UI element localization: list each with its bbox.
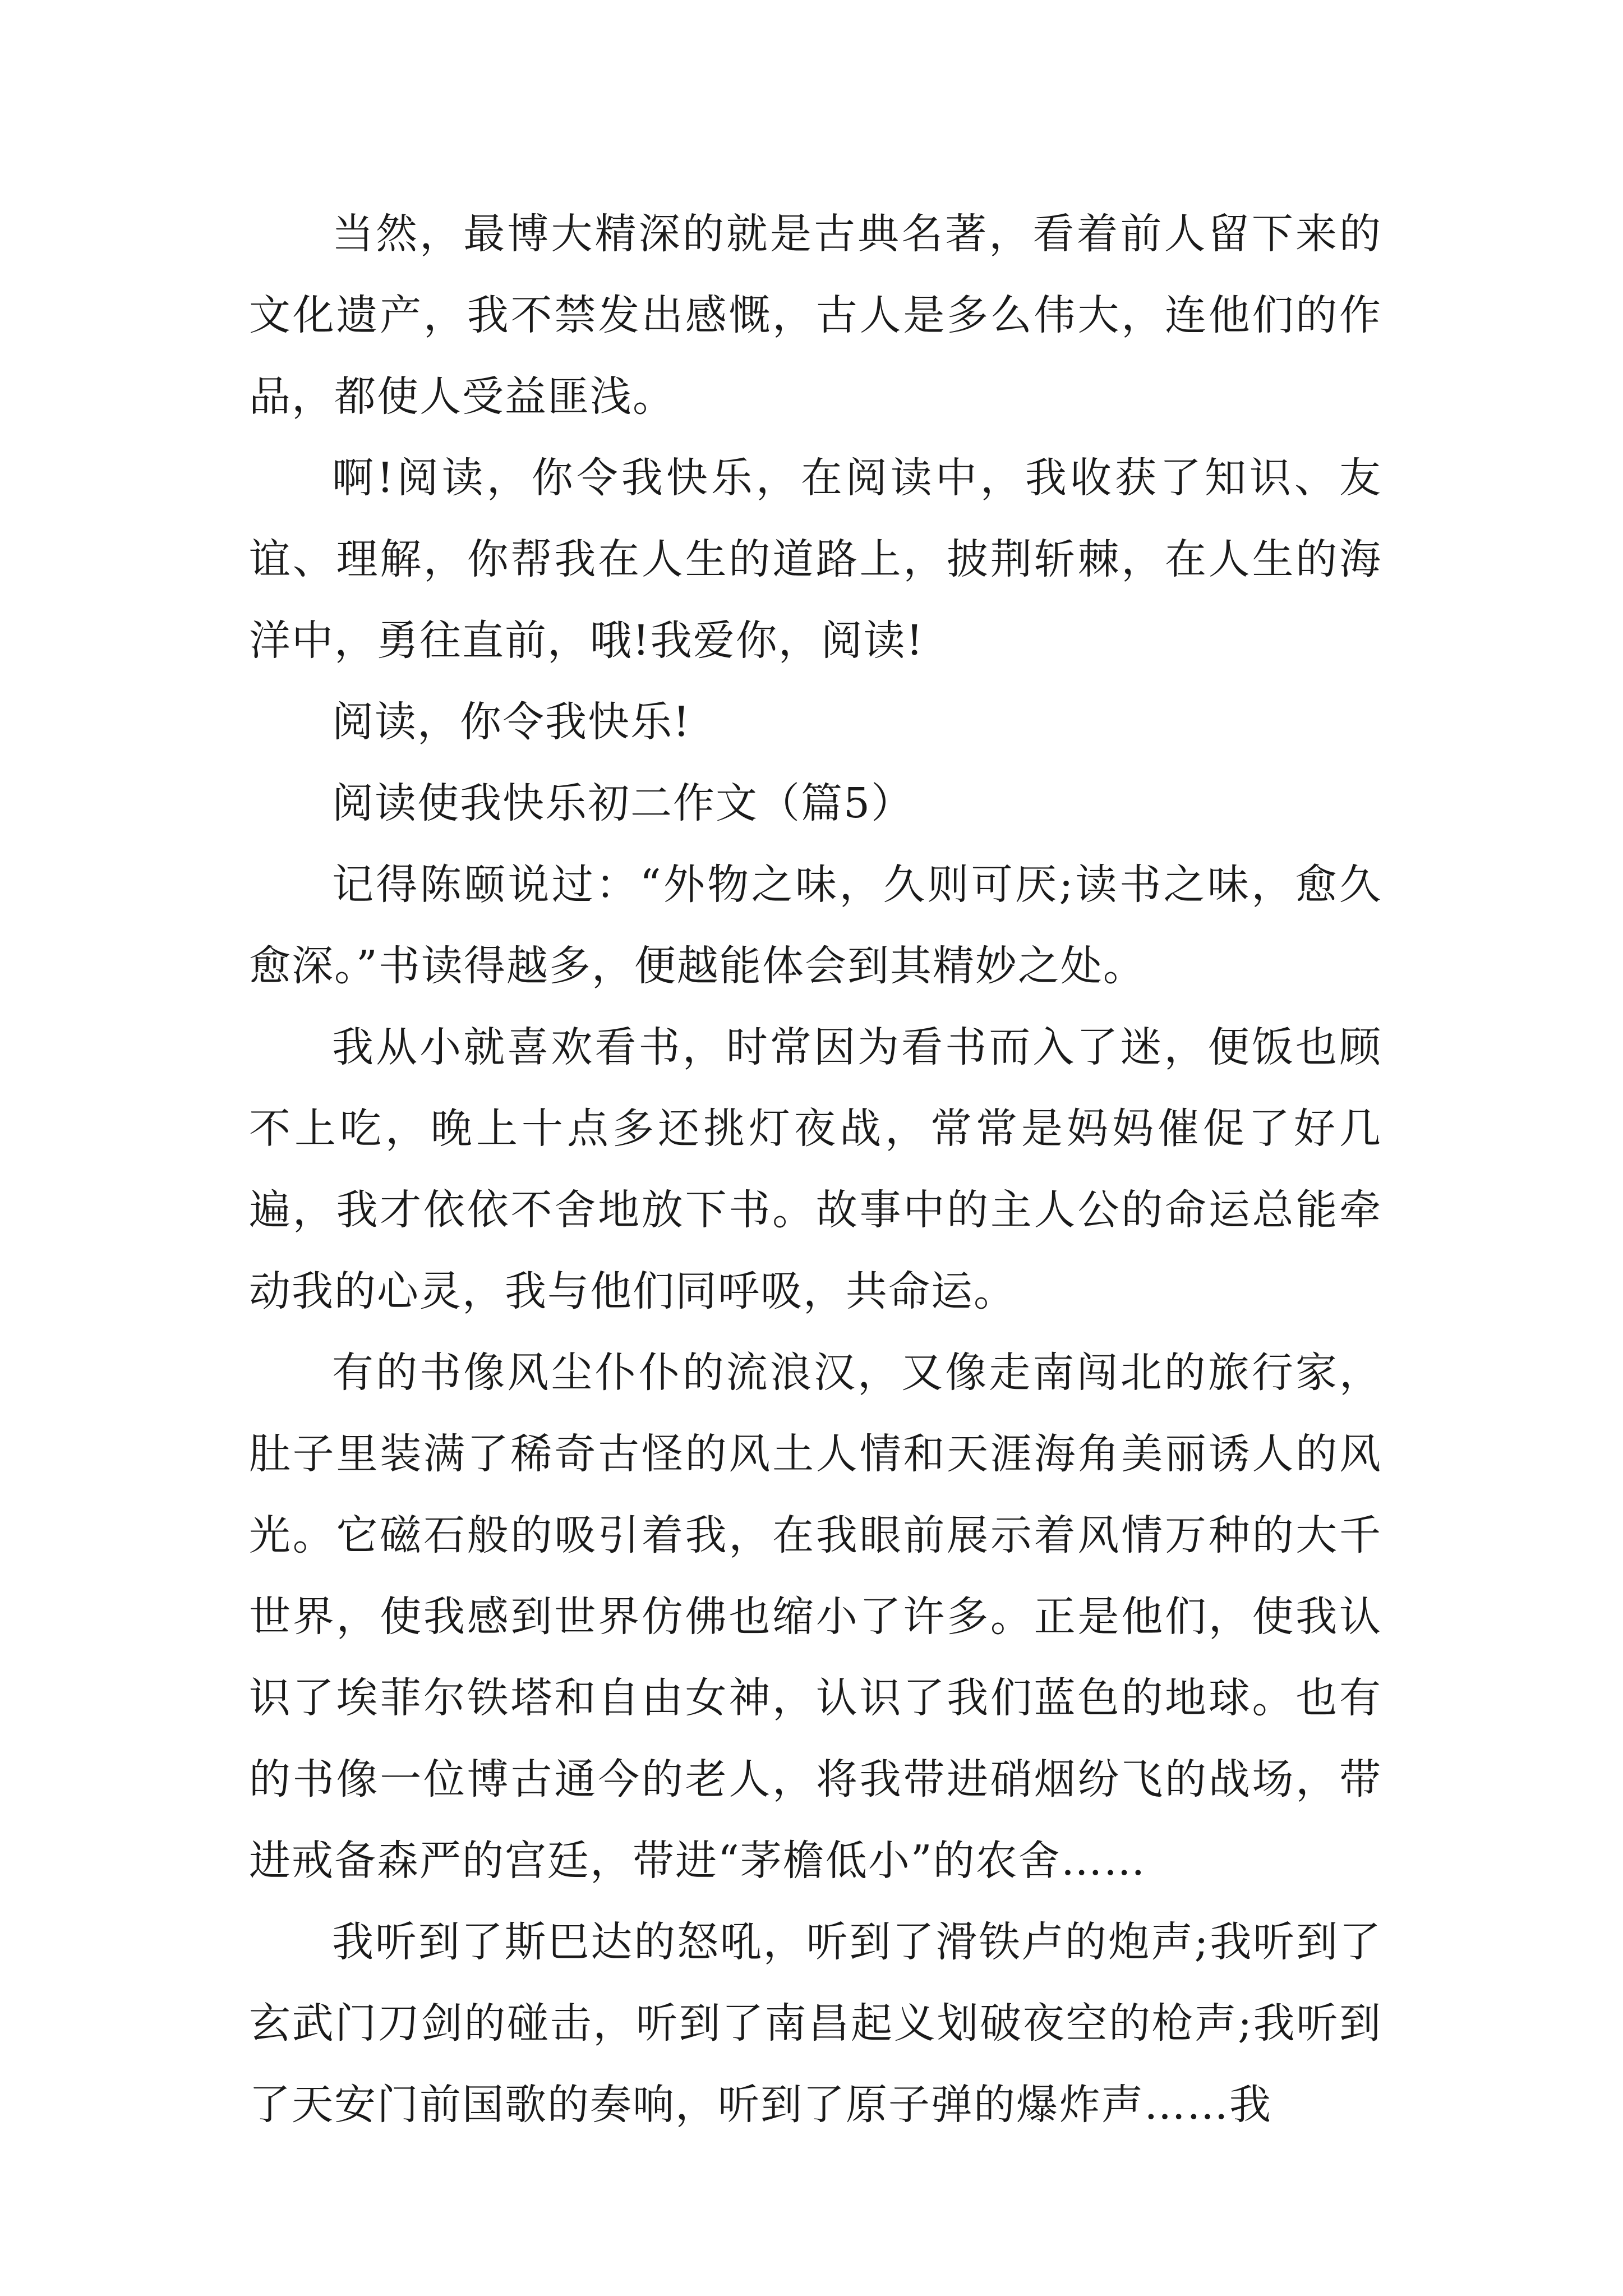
section-heading: 阅读使我快乐初二作文（篇5） [332,779,914,827]
document-body [249,194,1382,2146]
paragraph-classics: 当然，最博大精深的就是古典名著，看着前人留下来的文化遗产，我不禁发出感慨，古人是多么伟大，连他们的作品，都使人受益匪浅。 [249,210,1382,421]
paragraph-quote: 记得陈颐说过：“外物之味，久则可厌;读书之味，愈久愈深。”书读得越多，便越能体会到其精妙之处。 [249,861,1382,990]
paragraph-history: 我听到了斯巴达的怒吼，听到了滑铁卢的炮声;我听到了玄武门刀剑的碰击，听到了南昌起义划破夜空的枪声;我听到了天安门前国歌的奏响，听到了原子弹的爆炸声……我 [249,1918,1382,2129]
paragraph-childhood: 我从小就喜欢看书，时常因为看书而入了迷，便饭也顾不上吃，晚上十点多还挑灯夜战，常常是妈妈催促了好几遍，我才依依不舍地放下书。故事中的主人公的命运总能牵动我的心灵，我与他们同呼吸，共命运。 [249,1023,1382,1315]
paragraph-reading-happy: 阅读，你令我快乐! [332,698,691,746]
paragraph-reading-joy: 啊!阅读，你令我快乐，在阅读中，我收获了知识、友谊、理解，你帮我在人生的道路上，披荆斩棘，在人生的海洋中，勇往直前，哦!我爱你，阅读! [249,454,1382,665]
paragraph-books-travel: 有的书像风尘仆仆的流浪汉，又像走南闯北的旅行家，肚子里装满了稀奇古怪的风土人情和天涯海角美丽诱人的风光。它磁石般的吸引着我，在我眼前展示着风情万种的大千世界，使我感到世界仿佛也缩小了许多。正是他们，使我认识了埃菲尔铁塔和自由女神，认识了我们蓝色的地球。也有的书像一位博古通今的老人，将我带进硝烟纷飞的战场，带进戒备森严的宫廷，带进“茅檐低小”的农舍…… [249,1349,1382,1885]
